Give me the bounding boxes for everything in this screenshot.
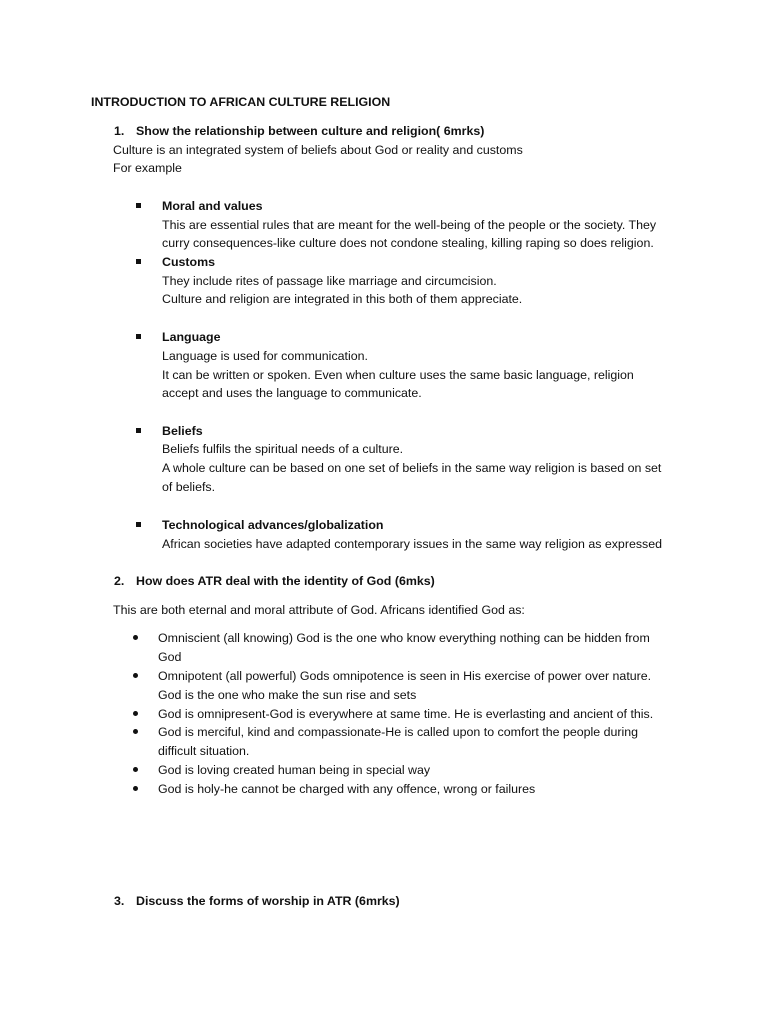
- question-2-heading: How does ATR deal with the identity of God (6mks): [136, 574, 435, 588]
- question-1-heading: Show the relationship between culture and religion( 6mrks): [136, 124, 485, 138]
- question-1-intro-line: For example: [113, 161, 182, 175]
- item-text-line: Culture and religion are integrated in this both of them appreciate.: [162, 292, 523, 306]
- bullet-text-line: God is the one who make the sun rise and sets: [158, 688, 417, 702]
- item-label-beliefs: Beliefs: [162, 424, 203, 438]
- item-label-moral-values: Moral and values: [162, 199, 263, 213]
- bullet-text-line: God is loving created human being in special way: [158, 763, 431, 777]
- item-text-line: of beliefs.: [162, 480, 216, 494]
- item-label-customs: Customs: [162, 255, 216, 269]
- question-1-number: 1.: [114, 124, 125, 138]
- question-2-number: 2.: [114, 574, 125, 588]
- item-text-line: African societies have adapted contemporary issues in the same way religion as expressed: [162, 537, 663, 551]
- item-text-line: curry consequences-like culture does not condone stealing, killing raping so does religion.: [162, 236, 654, 250]
- bullet-icon: [133, 729, 138, 734]
- question-3-number: 3.: [114, 894, 125, 908]
- bullet-text-line: Omnipotent (all powerful) Gods omnipotence is seen in His exercise of power over nature.: [158, 669, 652, 683]
- question-3-heading: Discuss the forms of worship in ATR (6mrks): [136, 894, 400, 908]
- bullet-text-line: Omniscient (all knowing) God is the one who know everything nothing can be hidden from: [158, 631, 650, 645]
- question-2-intro: This are both eternal and moral attribute of God. Africans identified God as:: [113, 603, 525, 617]
- item-label-language: Language: [162, 330, 221, 344]
- item-text-line: accept and uses the language to communicate.: [162, 386, 422, 400]
- bullet-text-line: God is omnipresent-God is everywhere at same time. He is everlasting and ancient of this.: [158, 707, 654, 721]
- item-label-technological-advances: Technological advances/globalization: [162, 518, 384, 532]
- bullet-text-line: difficult situation.: [158, 744, 250, 758]
- square-bullet-icon: [136, 522, 141, 527]
- bullet-icon: [133, 711, 138, 716]
- document-title: INTRODUCTION TO AFRICAN CULTURE RELIGION: [91, 95, 391, 109]
- bullet-text-line: God is merciful, kind and compassionate-He is called upon to comfort the people during: [158, 725, 639, 739]
- item-text-line: Beliefs fulfils the spiritual needs of a culture.: [162, 442, 404, 456]
- question-1-intro-line: Culture is an integrated system of beliefs about God or reality and customs: [113, 143, 523, 157]
- item-text-line: Language is used for communication.: [162, 349, 368, 363]
- bullet-icon: [133, 767, 138, 772]
- bullet-text-line: God: [158, 650, 182, 664]
- bullet-icon: [133, 673, 138, 678]
- item-text-line: They include rites of passage like marriage and circumcision.: [162, 274, 497, 288]
- bullet-icon: [133, 635, 138, 640]
- item-text-line: A whole culture can be based on one set of beliefs in the same way religion is based on set: [162, 461, 662, 475]
- item-text-line: It can be written or spoken. Even when culture uses the same basic language, religion: [162, 368, 634, 382]
- square-bullet-icon: [136, 334, 141, 339]
- square-bullet-icon: [136, 259, 141, 264]
- square-bullet-icon: [136, 203, 141, 208]
- square-bullet-icon: [136, 428, 141, 433]
- bullet-text-line: God is holy-he cannot be charged with any offence, wrong or failures: [158, 782, 536, 796]
- bullet-icon: [133, 786, 138, 791]
- item-text-line: This are essential rules that are meant for the well-being of the people or the society. They: [162, 218, 657, 232]
